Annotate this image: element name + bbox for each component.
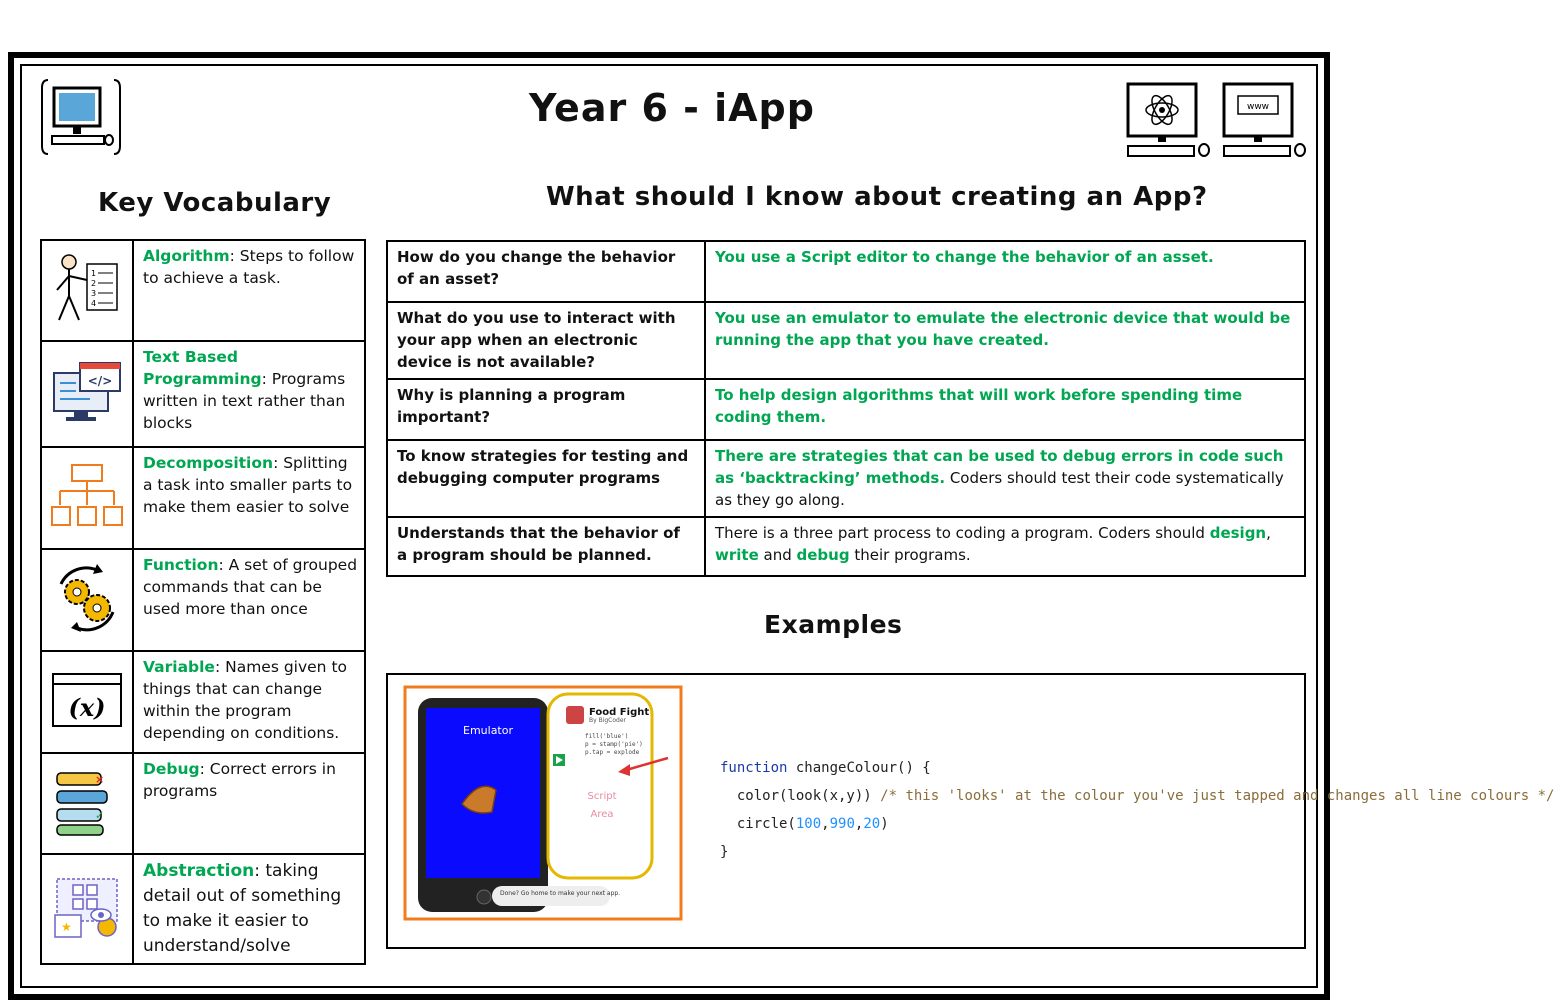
knowledge-row [387,241,1305,302]
flowchart-icon [41,447,133,549]
vocab-row [41,341,365,447]
knowledge-question: To know strategies for testing and debugging computer programs [387,440,705,517]
code-number: 100 [795,816,822,832]
knowledge-row [387,302,1305,379]
vocab-term: Decomposition [143,454,274,472]
vocab-table [40,239,366,965]
vocab-text: : Correct errors in programs [143,760,336,800]
gears-icon [41,549,133,651]
vocab-heading: Key Vocabulary [98,188,332,218]
svg-text:4: 4 [91,298,97,308]
knowledge-question: What do you use to interact with your app when an electronic device is not available? [387,302,705,379]
svg-text:✓: ✓ [95,808,105,822]
vocab-definition [133,341,365,447]
vocab-definition [133,854,365,964]
vocab-row [41,549,365,651]
vocab-definition [133,240,365,341]
answer-highlight: debug [796,546,850,564]
vocab-text: : Programs written in text rather than blocks [143,370,346,432]
script-area-line: Area [590,809,614,820]
script-area-line: Script [587,791,617,802]
app-title: Food Fight [589,707,650,718]
script-line: fill('blue') [585,733,629,740]
page-title: Year 6 - iApp [529,86,815,130]
knowledge-answer [705,440,1305,517]
examples-heading: Examples [764,610,903,639]
svg-text:★: ★ [61,920,72,934]
code-text: circle( [720,816,796,832]
vocab-row [41,240,365,341]
vocab-text: : Steps to follow to achieve a task. [143,247,355,287]
web-computer-icon [1222,82,1308,164]
knowledge-row [387,379,1305,440]
vocab-text: : Splitting a task into smaller parts to make them easier to solve [143,454,353,516]
vocab-term: Debug [143,760,200,778]
svg-text:1: 1 [91,268,97,278]
vocab-term: Variable [143,658,215,676]
vocab-row [41,651,365,753]
vocab-row [41,753,365,854]
script-line: p.tap = explode [585,749,640,756]
answer-text: , [1266,524,1271,542]
answer-text: There is a three part process to coding a program. Coders should [715,524,1210,542]
vocab-definition [133,549,365,651]
knowledge-answer: You use a Script editor to change the behavior of an asset. [705,241,1305,302]
vocab-term: Abstraction [143,861,255,881]
vocab-definition [133,651,365,753]
code-keyword: function [720,760,788,776]
answer-text: and [758,546,797,564]
code-screen-icon [41,341,133,447]
knowledge-heading: What should I know about creating an App? [546,182,1208,212]
knowledge-question: How do you change the behavior of an asset? [387,241,705,302]
vocab-text: : A set of grouped commands that can be used more than once [143,556,358,618]
knowledge-row [387,440,1305,517]
emulator-label: Emulator [463,724,513,737]
knowledge-question: Understands that the behavior of a program should be planned. [387,517,705,576]
svg-text:www: www [1246,102,1270,112]
svg-text:</>: </> [87,374,113,388]
knowledge-table [386,240,1306,577]
emulator-screenshot [404,686,684,922]
code-example: function changeColour() { color(look(x,y)) /* this 'looks' at the colour you've just tapped and changes all line colours */ circle(100,990,20) } [720,760,1554,860]
code-text: color(look(x,y)) [720,788,881,804]
answer-text: their programs. [849,546,971,564]
code-text: changeColour() { [787,760,931,776]
answer-highlight: write [715,546,759,564]
answer-highlight: There are strategies that can be used to debug errors in code such as ‘backtracking’ methods. [715,447,1284,487]
vocab-term: Text Based Programming [143,348,262,388]
knowledge-answer: To help design algorithms that will work before spending time coding them. [705,379,1305,440]
code-number: 20 [863,816,881,832]
svg-text:(x): (x) [68,693,106,722]
knowledge-answer: You use an emulator to emulate the electronic device that would be running the app that you have created. [705,302,1305,379]
person-with-checklist-icon [41,240,133,341]
answer-text: Coders should test their code systematically as they go along. [715,469,1284,509]
vocab-definition [133,753,365,854]
emulator-notice: Done? Go home to make your next app. [500,890,621,897]
code-comment: /* this 'looks' at the colour you've just tapped and changes all line colours */ [880,788,1554,804]
knowledge-question: Why is planning a program important? [387,379,705,440]
app-subtitle: By BigCoder [589,717,626,724]
science-computer-icon [1126,82,1212,164]
script-code [585,733,643,757]
variable-x-icon [41,651,133,753]
svg-text:3: 3 [91,288,97,298]
knowledge-row [387,517,1305,576]
code-text: } [720,844,729,860]
script-line: p = stamp('pie') [585,741,643,748]
vocab-term: Function [143,556,219,574]
knowledge-answer [705,517,1305,576]
vocab-row [41,854,365,964]
vocab-text: : taking detail out of something to make it easier to understand/solve [143,861,342,956]
script-area-label [586,788,618,824]
vocab-term: Algorithm [143,247,230,265]
abstraction-icon [41,854,133,964]
svg-text:×: × [95,772,105,786]
code-number: 990 [829,816,855,832]
vocab-definition [133,447,365,549]
svg-text:2: 2 [91,278,97,288]
answer-highlight: design [1209,524,1267,542]
vocab-row [41,447,365,549]
vocab-text: : Names given to things that can change within the program depending on conditions. [143,658,347,742]
debug-list-icon [41,753,133,854]
